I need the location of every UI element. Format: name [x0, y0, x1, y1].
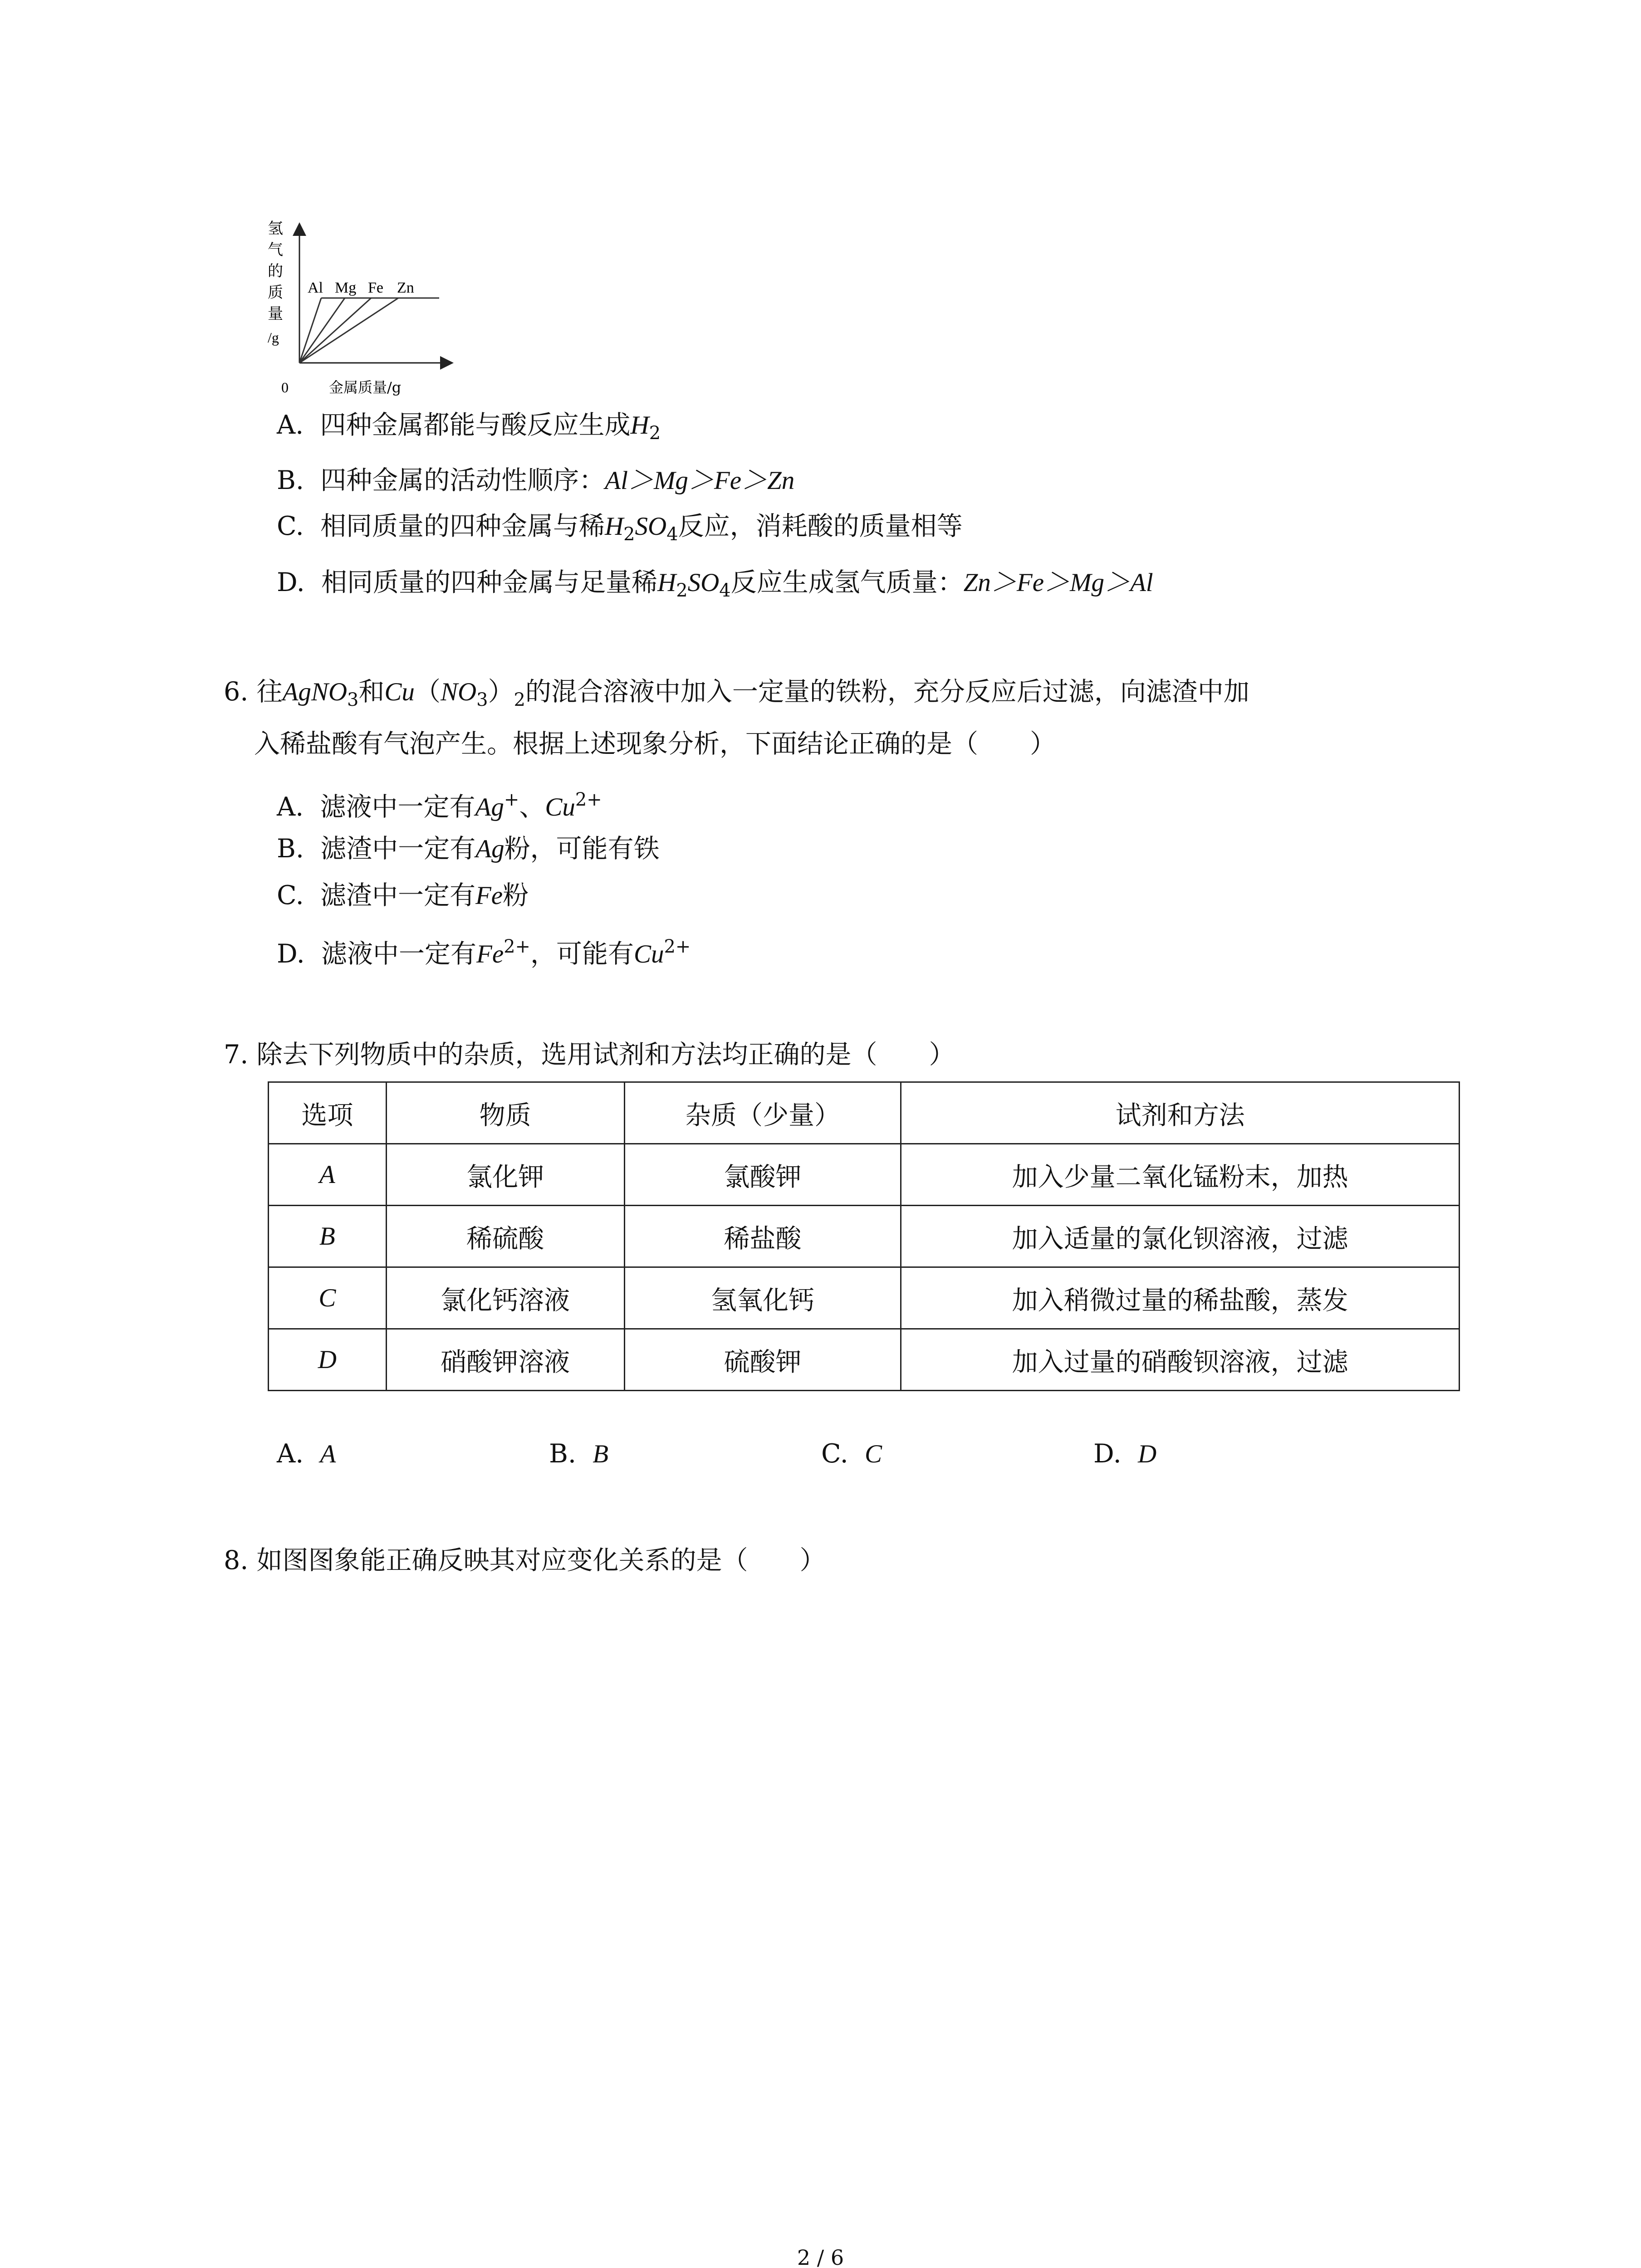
formula: Cu	[384, 678, 415, 706]
option-text: 滤渣中一定有	[320, 880, 475, 910]
table-cell: 加入过量的硝酸钡溶液，过滤	[901, 1329, 1460, 1391]
formula: Ag	[475, 835, 505, 863]
activity-order: Al＞Mg＞Fe＞Zn	[605, 466, 795, 495]
formula: H	[604, 512, 624, 541]
option-text: 相同质量的四种金属与足量稀	[321, 567, 658, 597]
subscript: 2	[514, 689, 525, 710]
q7-choice-d	[1093, 1438, 1156, 1470]
formula: Fe	[475, 881, 503, 910]
option-text: 相同质量的四种金属与稀	[320, 511, 605, 541]
option-letter: A.	[277, 410, 304, 440]
paren: ）	[488, 677, 514, 707]
option-text: 反应，消耗酸的质量相等	[678, 511, 963, 541]
formula: NO	[440, 678, 477, 706]
q6-stem-line1	[224, 676, 1249, 716]
formula: SO	[687, 568, 720, 597]
formula: H	[657, 568, 676, 597]
q7-stem	[224, 1039, 955, 1070]
table-cell: 加入稍微过量的稀盐酸，蒸发	[901, 1267, 1460, 1329]
table-cell: 氯化钾	[386, 1144, 624, 1206]
subscript: 2	[623, 523, 635, 545]
origin-label: 0	[281, 379, 289, 396]
ylabel-unit: /g	[268, 329, 279, 346]
formula: SO	[635, 512, 667, 541]
option-value: B	[593, 1440, 609, 1468]
formula: Cu	[545, 792, 575, 821]
table-cell: C	[269, 1267, 387, 1329]
q5-option-b	[277, 464, 794, 497]
option-letter: C.	[277, 511, 304, 541]
option-text: 反应生成氢气质量：	[730, 567, 964, 597]
option-text: 四种金属都能与酸反应生成	[320, 410, 631, 440]
superscript: 2+	[504, 936, 530, 957]
option-letter: D.	[277, 938, 305, 969]
page-number: 2 / 6	[797, 2245, 844, 2268]
q8-stem	[224, 1545, 826, 1576]
stem-text: 往	[256, 677, 283, 707]
table-row	[269, 1206, 1460, 1267]
question-number: 8.	[224, 1545, 249, 1575]
ylabel-char: 氢	[268, 220, 283, 238]
option-letter: A.	[277, 1439, 304, 1469]
mass-order: Zn＞Fe＞Mg＞Al	[963, 568, 1153, 597]
table-cell: 氯酸钾	[624, 1144, 901, 1206]
ylabel-char: 量	[268, 305, 283, 323]
series-label-fe: Fe	[368, 279, 383, 296]
q6-option-c	[277, 880, 529, 912]
stem-text: 如图图象能正确反映其对应变化关系的是（ ）	[256, 1545, 826, 1575]
subscript: 3	[476, 689, 488, 710]
superscript: 2+	[575, 789, 602, 810]
table-cell: 硝酸钾溶液	[386, 1329, 624, 1391]
option-text: 四种金属的活动性顺序：	[320, 465, 605, 495]
q6-option-a	[277, 784, 602, 823]
stem-text: 的混合溶液中加入一定量的铁粉，充分反应后过滤，向滤渣中加	[525, 677, 1249, 707]
table-row	[269, 1329, 1460, 1391]
option-letter: C.	[277, 880, 304, 910]
q6-stem-line2: 入稀盐酸有气泡产生。根据上述现象分析，下面结论正确的是（ ）	[254, 729, 1056, 759]
superscript: +	[504, 789, 519, 810]
ylabel-char: 的	[268, 262, 283, 280]
formula: Ag	[475, 792, 504, 821]
table-cell: 氯化钙溶液	[386, 1267, 624, 1329]
impurity-table	[268, 1081, 1460, 1391]
q6-option-b	[277, 833, 660, 865]
table-header: 试剂和方法	[901, 1082, 1460, 1144]
q5-option-d	[277, 567, 1153, 606]
table-cell: A	[269, 1144, 387, 1206]
table-cell: D	[269, 1329, 387, 1391]
table-row	[269, 1144, 1460, 1206]
option-value: D	[1138, 1440, 1157, 1468]
superscript: 2+	[664, 936, 691, 957]
formula: AgNO	[282, 678, 348, 706]
q7-choice-b	[549, 1438, 608, 1470]
stem-text: 除去下列物质中的杂质，选用试剂和方法均正确的是（ ）	[256, 1040, 955, 1070]
option-text: 、	[519, 792, 545, 822]
q5-option-c	[277, 510, 963, 550]
formula: Fe	[476, 939, 504, 968]
formula: H	[630, 411, 649, 440]
option-value: C	[864, 1440, 882, 1468]
option-letter: D.	[1093, 1439, 1122, 1469]
series-line-mg	[299, 298, 345, 363]
table-row	[269, 1267, 1460, 1329]
subscript: 3	[347, 689, 359, 710]
table-cell: 硫酸钾	[624, 1329, 901, 1391]
subscript: 4	[666, 523, 678, 545]
table-header: 物质	[386, 1082, 624, 1144]
table-cell: 加入适量的氯化钡溶液，过滤	[901, 1206, 1460, 1267]
subscript: 2	[649, 422, 661, 444]
option-letter: B.	[277, 834, 304, 864]
option-text: 滤渣中一定有	[320, 834, 476, 864]
question-number: 6.	[224, 677, 249, 707]
subscript: 4	[719, 580, 731, 601]
series-line-zn	[299, 298, 398, 363]
hydrogen-mass-figure	[254, 213, 463, 404]
series-label-al: Al	[308, 279, 323, 296]
stem-text: 和	[358, 677, 385, 707]
option-text: 滤液中一定有	[321, 938, 477, 969]
q5-option-a	[277, 409, 661, 449]
option-letter: C.	[821, 1439, 848, 1469]
figure-graph	[254, 213, 463, 404]
x-axis-label: 金属质量/g	[329, 379, 402, 396]
table-header: 选项	[269, 1082, 387, 1144]
series-label-mg: Mg	[335, 279, 357, 296]
option-text: 粉，可能有铁	[504, 834, 660, 864]
table-cell: 稀硫酸	[386, 1206, 624, 1267]
option-letter: A.	[277, 792, 304, 822]
option-text: 粉	[503, 880, 529, 910]
table-header-row	[269, 1082, 1460, 1144]
q6-option-d	[277, 931, 691, 970]
ylabel-char: 质	[268, 284, 283, 302]
paren: （	[414, 677, 441, 707]
table-cell: 氢氧化钙	[624, 1267, 901, 1329]
option-text: ，可能有	[530, 938, 634, 969]
series-label-zn: Zn	[397, 279, 414, 296]
option-letter: B.	[277, 465, 304, 495]
table-cell: 稀盐酸	[624, 1206, 901, 1267]
option-letter: D.	[277, 567, 305, 597]
table-cell: B	[269, 1206, 387, 1267]
q7-choice-a	[277, 1438, 336, 1470]
q7-choice-c	[821, 1438, 882, 1470]
table-cell: 加入少量二氧化锰粉末，加热	[901, 1144, 1460, 1206]
option-text: 滤液中一定有	[320, 792, 475, 822]
formula: Cu	[633, 939, 664, 968]
option-value: A	[320, 1440, 336, 1468]
option-letter: B.	[549, 1439, 577, 1469]
ylabel-char: 气	[268, 241, 283, 259]
subscript: 2	[676, 580, 688, 601]
table-header: 杂质（少量）	[624, 1082, 901, 1144]
question-number: 7.	[224, 1040, 249, 1070]
